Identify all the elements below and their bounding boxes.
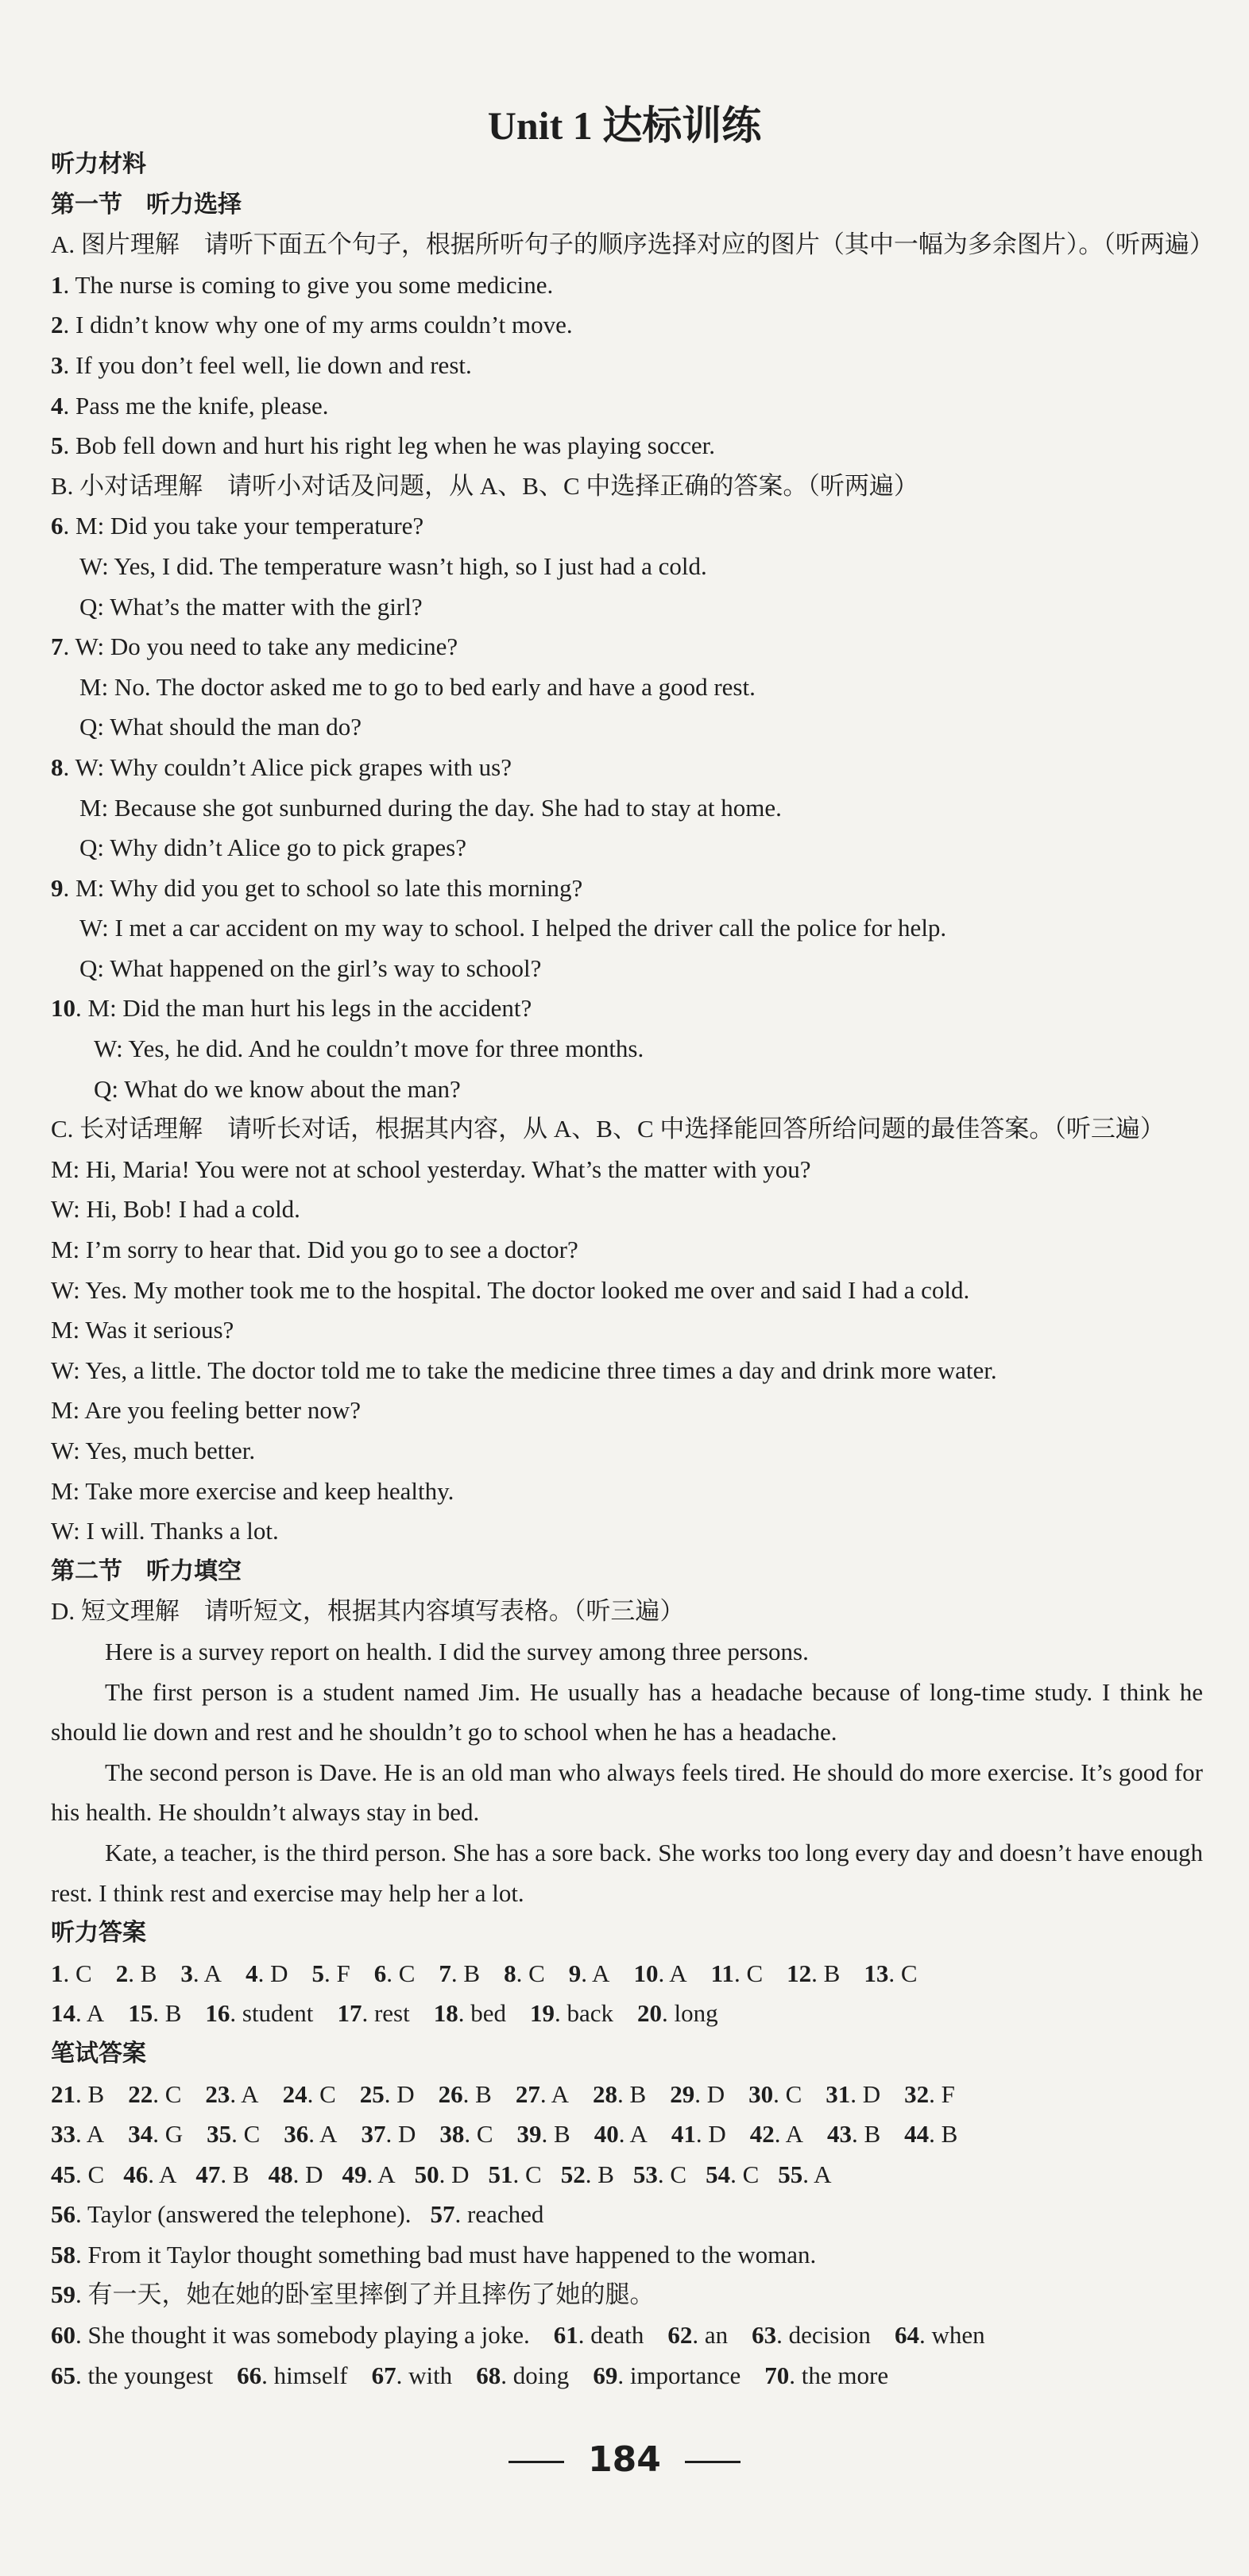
answer-value: . C bbox=[63, 1959, 92, 1987]
answer-number: 38 bbox=[439, 2120, 465, 2149]
dialog-text: . M: Did you take your temperature? bbox=[63, 512, 424, 540]
answer-item bbox=[476, 2356, 569, 2396]
answer-value: . D bbox=[385, 2120, 416, 2149]
answer-number: 69 bbox=[593, 2361, 618, 2389]
dialog-line: W: Yes, I did. The temperature wasn’t high, so I just had a cold. bbox=[79, 551, 707, 580]
answer-number: 17 bbox=[337, 1999, 362, 2028]
answer-number: 52 bbox=[560, 2160, 586, 2188]
answer-number: 35 bbox=[207, 2120, 232, 2149]
answer-item bbox=[711, 1954, 763, 1994]
answer-number: 48 bbox=[268, 2160, 293, 2188]
answer-item bbox=[439, 2075, 492, 2115]
answer-number: 54 bbox=[706, 2160, 731, 2188]
answer-number: 12 bbox=[787, 1959, 812, 1987]
answer-item bbox=[530, 1994, 613, 2034]
content bbox=[51, 145, 1214, 2396]
answer-value: . C bbox=[386, 1959, 416, 1987]
dialog-first-line bbox=[51, 868, 1203, 909]
answer-value: . C bbox=[231, 2120, 261, 2149]
item-number: 3 bbox=[51, 350, 64, 379]
answer-number: 47 bbox=[195, 2160, 221, 2188]
answer-number: 23 bbox=[205, 2079, 230, 2108]
answer-value: . with bbox=[396, 2361, 453, 2389]
answer-value: . back bbox=[554, 1999, 613, 2028]
dialog-line: W: Yes, he did. And he couldn’t move for three months. bbox=[94, 1035, 644, 1063]
answer-value: . 有一天，她在她的卧室里摔倒了并且摔伤了她的腿。 bbox=[75, 2280, 655, 2309]
answer-item bbox=[205, 2075, 258, 2115]
long-dialog-line: W: Hi, Bob! I had a cold. bbox=[51, 1195, 300, 1224]
answer-number: 57 bbox=[430, 2200, 455, 2229]
answer-item bbox=[569, 1954, 610, 1994]
answer-value: . B bbox=[75, 2079, 105, 2108]
answer-value: . C bbox=[733, 1959, 764, 1987]
answer-item bbox=[372, 2356, 453, 2396]
dash-right bbox=[685, 2461, 741, 2463]
answer-number: 30 bbox=[748, 2079, 774, 2108]
answer-value: . decision bbox=[776, 2321, 871, 2350]
answer-item bbox=[205, 1994, 313, 2034]
part-c-intro: C. 长对话理解 请听长对话，根据其内容，从 A、B、C 中选择能回答所给问题的最佳答案。（听三遍） bbox=[51, 1115, 1165, 1143]
answer-number: 58 bbox=[51, 2240, 75, 2269]
answer-value: . bed bbox=[458, 1999, 506, 2028]
answer-item bbox=[51, 2235, 816, 2276]
answer-value: . D bbox=[439, 2160, 470, 2188]
answer-item bbox=[128, 2114, 183, 2155]
answer-item bbox=[439, 2114, 493, 2155]
answer-number: 7 bbox=[439, 1959, 451, 1987]
answer-item bbox=[269, 2155, 323, 2195]
written-answers-row bbox=[51, 2315, 1203, 2356]
answer-value: . A bbox=[774, 2120, 803, 2149]
answer-item bbox=[374, 1954, 416, 1994]
answer-item bbox=[750, 2114, 803, 2155]
answer-value: . A bbox=[802, 2160, 832, 2188]
answer-value: . B bbox=[811, 1959, 841, 1987]
answer-number: 24 bbox=[282, 2079, 307, 2108]
answer-value: . B bbox=[450, 1959, 481, 1987]
answer-value: . long bbox=[662, 1999, 718, 2028]
answer-number: 41 bbox=[671, 2120, 696, 2149]
page-number-text: 184 bbox=[588, 2439, 661, 2480]
answer-number: 6 bbox=[373, 1959, 387, 1987]
answer-number: 62 bbox=[667, 2321, 693, 2350]
answer-item bbox=[51, 2275, 655, 2315]
answer-value: . A bbox=[230, 2079, 259, 2108]
answer-number: 33 bbox=[51, 2120, 75, 2149]
answer-number: 15 bbox=[128, 1999, 153, 2028]
answer-item bbox=[667, 2315, 728, 2356]
answer-item bbox=[207, 2114, 260, 2155]
answer-number: 20 bbox=[637, 1999, 662, 2028]
item-number: 2 bbox=[51, 311, 64, 339]
answer-item bbox=[51, 1994, 104, 2034]
answer-item bbox=[51, 2195, 411, 2235]
item-text: . The nurse is coming to give you some medicine. bbox=[63, 270, 554, 299]
answer-item bbox=[51, 2114, 104, 2155]
long-dialog-line: M: Are you feeling better now? bbox=[51, 1396, 361, 1425]
answer-value: . D bbox=[292, 2160, 323, 2188]
answer-item bbox=[361, 2114, 416, 2155]
answer-number: 29 bbox=[670, 2079, 695, 2108]
answer-number: 32 bbox=[904, 2079, 930, 2108]
answer-value: . A bbox=[618, 2120, 648, 2149]
answer-value: . B bbox=[585, 2160, 614, 2188]
answer-number: 34 bbox=[128, 2120, 153, 2149]
long-dialog-line: W: I will. Thanks a lot. bbox=[51, 1517, 279, 1545]
answer-number: 31 bbox=[826, 2079, 851, 2108]
answer-value: . D bbox=[850, 2079, 881, 2108]
passage-paragraph: The second person is Dave. He is an old man who always feels tired. He should do more exercise. It’s good for his health. He shouldn’t always stay in bed. bbox=[51, 1758, 1203, 1827]
dash-left bbox=[508, 2461, 564, 2463]
dialog-line: M: Because she got sunburned during the day. She had to stay at home. bbox=[79, 793, 782, 822]
item-text: . Bob fell down and hurt his right leg when he was playing soccer. bbox=[63, 431, 715, 460]
dialog-text: . M: Did the man hurt his legs in the accident? bbox=[75, 994, 532, 1023]
answer-item bbox=[778, 2155, 831, 2195]
answer-number: 64 bbox=[894, 2321, 919, 2350]
answer-value: . C bbox=[153, 2079, 182, 2108]
dialog-first-line bbox=[51, 627, 1203, 667]
answer-value: . B bbox=[153, 1999, 182, 2028]
answer-item bbox=[637, 1994, 718, 2034]
dialog-line: M: No. The doctor asked me to go to bed early and have a good rest. bbox=[79, 672, 756, 701]
answer-number: 16 bbox=[205, 1999, 230, 2028]
answer-number: 10 bbox=[633, 1959, 659, 1987]
answer-item bbox=[246, 1954, 288, 1994]
answer-value: . doing bbox=[501, 2361, 570, 2389]
answer-number: 46 bbox=[123, 2160, 149, 2188]
answer-number: 27 bbox=[515, 2079, 540, 2108]
answer-item bbox=[430, 2195, 543, 2235]
listening-answers-heading: 听力答案 bbox=[51, 1919, 146, 1947]
dialog-line: Q: Why didn’t Alice go to pick grapes? bbox=[79, 834, 467, 862]
passage-paragraph: Here is a survey report on health. I did the survey among three persons. bbox=[105, 1637, 809, 1665]
answer-value: . B bbox=[128, 1959, 157, 1987]
dialog-line: Q: What do we know about the man? bbox=[94, 1074, 461, 1103]
item-text: . Pass me the knife, please. bbox=[63, 391, 329, 420]
listening-answers-row bbox=[51, 1954, 1203, 1994]
long-dialog-line: M: Was it serious? bbox=[51, 1316, 234, 1344]
answer-value: . G bbox=[153, 2120, 184, 2149]
answer-item bbox=[904, 2075, 955, 2115]
sentence-item bbox=[51, 386, 1203, 427]
answer-item bbox=[671, 2114, 726, 2155]
listening-material-heading: 听力材料 bbox=[51, 150, 146, 178]
long-dialog-line: W: Yes. My mother took me to the hospital. The doctor looked me over and said I had a cold. bbox=[51, 1275, 970, 1304]
answer-number: 61 bbox=[553, 2321, 578, 2350]
answer-number: 4 bbox=[246, 1959, 258, 1987]
answer-item bbox=[904, 2114, 957, 2155]
answer-item bbox=[752, 2315, 871, 2356]
answer-item bbox=[489, 2155, 542, 2195]
answer-number: 21 bbox=[51, 2079, 75, 2108]
written-answers-row bbox=[51, 2356, 1203, 2396]
answer-item bbox=[633, 1954, 686, 1994]
answer-item bbox=[764, 2356, 888, 2396]
long-dialog-line: W: Yes, a little. The doctor told me to take the medicine three times a day and drink more water. bbox=[51, 1356, 997, 1384]
answer-number: 43 bbox=[826, 2120, 852, 2149]
item-text: . If you don’t feel well, lie down and rest. bbox=[63, 350, 472, 379]
answer-value: . D bbox=[694, 2079, 725, 2108]
dialog-line: Q: What’s the matter with the girl? bbox=[79, 592, 423, 621]
part-d-intro: D. 短文理解 请听短文，根据其内容填写表格。（听三遍） bbox=[51, 1597, 685, 1626]
answer-value: . C bbox=[512, 2160, 542, 2188]
answer-value: . D bbox=[257, 1959, 288, 1987]
answer-item bbox=[748, 2075, 802, 2115]
answer-item bbox=[51, 2315, 530, 2356]
answer-item bbox=[864, 1954, 917, 1994]
answer-item bbox=[434, 1994, 506, 2034]
page-number bbox=[0, 2439, 1249, 2480]
part-d-passage bbox=[51, 1632, 1203, 1913]
written-answers-row bbox=[51, 2075, 1203, 2115]
part-b-intro: B. 小对话理解 请听小对话及问题，从 A、B、C 中选择正确的答案。（听两遍） bbox=[51, 471, 918, 500]
answer-number: 14 bbox=[51, 1999, 75, 2028]
answer-number: 40 bbox=[594, 2120, 619, 2149]
item-number: 5 bbox=[51, 431, 64, 460]
answer-value: . A bbox=[581, 1959, 610, 1987]
part-a-intro: A. 图片理解 请听下面五个句子，根据所听句子的顺序选择对应的图片（其中一幅为多余图片）。（听两遍） bbox=[51, 230, 1214, 259]
answer-number: 8 bbox=[504, 1959, 516, 1987]
answer-number: 9 bbox=[568, 1959, 582, 1987]
answer-item bbox=[895, 2315, 985, 2356]
answer-number: 25 bbox=[359, 2079, 385, 2108]
answer-item bbox=[342, 2155, 395, 2195]
answer-value: . the youngest bbox=[75, 2361, 214, 2389]
dialog-number: 9 bbox=[51, 873, 64, 902]
dialog-line: W: I met a car accident on my way to school. I helped the driver call the police for help. bbox=[79, 914, 947, 942]
answer-value: . A bbox=[539, 2079, 570, 2108]
answer-item bbox=[128, 1994, 181, 2034]
answer-number: 37 bbox=[361, 2120, 386, 2149]
answer-value: . A bbox=[75, 2120, 105, 2149]
answer-number: 2 bbox=[115, 1959, 129, 1987]
answer-number: 68 bbox=[476, 2361, 501, 2389]
answer-value: . B bbox=[617, 2079, 647, 2108]
answer-item bbox=[51, 1954, 92, 1994]
dialog-first-line bbox=[51, 506, 1203, 547]
answer-number: 18 bbox=[433, 1999, 458, 2028]
answer-value: . the more bbox=[789, 2361, 889, 2389]
dialog-number: 10 bbox=[51, 994, 75, 1023]
answer-number: 49 bbox=[342, 2160, 367, 2188]
long-dialog-line: M: I’m sorry to hear that. Did you go to see a doctor? bbox=[51, 1236, 578, 1264]
answer-value: . C bbox=[730, 2160, 760, 2188]
answer-item bbox=[561, 2155, 614, 2195]
answer-value: . C bbox=[464, 2120, 493, 2149]
long-dialog-line: W: Yes, much better. bbox=[51, 1437, 256, 1464]
part-c-dialog bbox=[51, 1150, 1203, 1552]
section1-heading: 第一节 听力选择 bbox=[51, 190, 242, 219]
answer-number: 22 bbox=[128, 2079, 153, 2108]
answer-item bbox=[128, 2075, 181, 2115]
answer-value: . when bbox=[918, 2321, 985, 2350]
answer-item bbox=[283, 2075, 336, 2115]
answer-value: . himself bbox=[261, 2361, 348, 2389]
answer-value: . student bbox=[230, 1999, 314, 2028]
answer-number: 13 bbox=[864, 1959, 889, 1987]
answer-number: 44 bbox=[904, 2120, 930, 2149]
answer-value: . B bbox=[851, 2120, 881, 2149]
answer-item bbox=[593, 2356, 741, 2396]
answer-value: . C bbox=[888, 1959, 918, 1987]
dialog-number: 6 bbox=[51, 512, 64, 540]
answer-item bbox=[360, 2075, 415, 2115]
answer-item bbox=[195, 2155, 249, 2195]
answer-value: . F bbox=[323, 1959, 350, 1987]
dialog-line: Q: What happened on the girl’s way to school? bbox=[79, 953, 542, 982]
answer-number: 3 bbox=[180, 1959, 193, 1987]
answer-item bbox=[517, 2114, 570, 2155]
answer-number: 39 bbox=[516, 2120, 542, 2149]
answer-value: . B bbox=[929, 2120, 958, 2149]
item-number: 1 bbox=[51, 270, 64, 299]
answer-number: 60 bbox=[51, 2321, 75, 2350]
answer-number: 63 bbox=[752, 2321, 777, 2350]
answer-value: . C bbox=[75, 2160, 105, 2188]
part-b-dialogs bbox=[51, 506, 1203, 1109]
answer-value: . an bbox=[692, 2321, 729, 2350]
answer-item bbox=[593, 2075, 646, 2115]
passage-paragraph: The first person is a student named Jim. He usually has a headache because of long-time study. I think he should lie down and rest and he shouldn’t go to school when he has a headache. bbox=[51, 1677, 1203, 1746]
long-dialog-line: M: Hi, Maria! You were not at school yesterday. What’s the matter with you? bbox=[51, 1155, 811, 1183]
part-a-items bbox=[51, 265, 1203, 466]
answer-item bbox=[827, 2114, 880, 2155]
answer-value: . B bbox=[541, 2120, 570, 2149]
dialog-text: . W: Why couldn’t Alice pick grapes with us? bbox=[63, 752, 512, 781]
answer-item bbox=[706, 2155, 759, 2195]
answer-value: . A bbox=[75, 1999, 105, 2028]
passage-paragraph: Kate, a teacher, is the third person. She has a sore back. She works too long every day and doesn’t have enough rest. I think rest and exercise may help her a lot. bbox=[51, 1838, 1203, 1907]
answer-number: 45 bbox=[51, 2160, 75, 2188]
answer-number: 11 bbox=[710, 1959, 734, 1987]
item-text: . I didn’t know why one of my arms couldn’t move. bbox=[63, 311, 573, 339]
item-number: 4 bbox=[51, 391, 64, 420]
answer-item bbox=[787, 1954, 840, 1994]
answer-number: 51 bbox=[488, 2160, 513, 2188]
written-answers-row bbox=[51, 2155, 1203, 2315]
section2-heading: 第二节 听力填空 bbox=[51, 1557, 242, 1585]
dialog-first-line bbox=[51, 988, 1203, 1029]
answer-number: 70 bbox=[764, 2361, 790, 2389]
answer-number: 59 bbox=[51, 2280, 75, 2309]
answer-item bbox=[51, 2356, 213, 2396]
answer-item bbox=[504, 1954, 545, 1994]
sentence-item bbox=[51, 346, 1203, 386]
answer-item bbox=[415, 2155, 470, 2195]
answer-number: 42 bbox=[749, 2120, 775, 2149]
dialog-text: . M: Why did you get to school so late this morning? bbox=[63, 873, 583, 902]
answer-value: . rest bbox=[362, 1999, 410, 2028]
answer-value: . A bbox=[366, 2160, 396, 2188]
answer-value: . A bbox=[192, 1959, 222, 1987]
answer-value: . C bbox=[307, 2079, 336, 2108]
answer-value: . C bbox=[773, 2079, 802, 2108]
answer-number: 1 bbox=[51, 1959, 64, 1987]
dialog-text: . W: Do you need to take any medicine? bbox=[63, 632, 458, 661]
answer-item bbox=[554, 2315, 644, 2356]
answer-value: . She thought it was somebody playing a joke. bbox=[75, 2321, 530, 2350]
answer-item bbox=[284, 2114, 337, 2155]
answer-number: 56 bbox=[51, 2200, 75, 2229]
answer-item bbox=[123, 2155, 176, 2195]
answer-item bbox=[516, 2075, 569, 2115]
sentence-item bbox=[51, 305, 1203, 346]
answer-item bbox=[180, 1954, 222, 1994]
answer-number: 67 bbox=[371, 2361, 396, 2389]
dialog-number: 8 bbox=[51, 752, 64, 781]
written-answers-row bbox=[51, 2114, 1203, 2155]
written-answers-heading: 笔试答案 bbox=[51, 2039, 146, 2067]
answer-item bbox=[594, 2114, 648, 2155]
answer-value: . C bbox=[657, 2160, 687, 2188]
answer-value: . B bbox=[462, 2079, 492, 2108]
answer-value: . C bbox=[516, 1959, 545, 1987]
answer-item bbox=[670, 2075, 725, 2115]
answer-item bbox=[826, 2075, 880, 2115]
dialog-line: Q: What should the man do? bbox=[79, 713, 362, 741]
answer-item bbox=[633, 2155, 686, 2195]
answer-item bbox=[51, 2075, 104, 2115]
answer-item bbox=[51, 2155, 104, 2195]
answer-item bbox=[237, 2356, 348, 2396]
answer-item bbox=[337, 1994, 409, 2034]
answer-value: . importance bbox=[617, 2361, 741, 2389]
answer-value: . B bbox=[220, 2160, 249, 2188]
answer-number: 65 bbox=[51, 2361, 75, 2389]
page-title: Unit 1 达标训练 bbox=[487, 103, 762, 148]
answer-value: . reached bbox=[454, 2200, 544, 2229]
answer-number: 50 bbox=[414, 2160, 439, 2188]
answer-item bbox=[439, 1954, 480, 1994]
dialog-number: 7 bbox=[51, 632, 64, 661]
answer-value: . From it Taylor thought something bad must have happened to the woman. bbox=[75, 2240, 817, 2269]
answer-value: . Taylor (answered the telephone). bbox=[75, 2200, 412, 2229]
answer-number: 26 bbox=[438, 2079, 463, 2108]
answer-value: . D bbox=[384, 2079, 415, 2108]
answer-number: 55 bbox=[778, 2160, 803, 2188]
answer-number: 53 bbox=[632, 2160, 658, 2188]
answer-item bbox=[116, 1954, 157, 1994]
sentence-item bbox=[51, 426, 1203, 466]
answer-value: . death bbox=[578, 2321, 644, 2350]
answer-number: 66 bbox=[237, 2361, 262, 2389]
answer-number: 28 bbox=[593, 2079, 618, 2108]
long-dialog-line: M: Take more exercise and keep healthy. bbox=[51, 1476, 454, 1505]
answer-value: . A bbox=[308, 2120, 338, 2149]
sentence-item bbox=[51, 265, 1203, 306]
answer-value: . A bbox=[148, 2160, 177, 2188]
listening-answers-row bbox=[51, 1994, 1203, 2034]
answer-value: . F bbox=[929, 2079, 955, 2108]
answer-value: . D bbox=[695, 2120, 726, 2149]
answer-number: 5 bbox=[311, 1959, 324, 1987]
answer-number: 36 bbox=[284, 2120, 309, 2149]
dialog-first-line bbox=[51, 748, 1203, 788]
answer-item bbox=[311, 1954, 350, 1994]
answer-value: . A bbox=[658, 1959, 687, 1987]
answer-number: 19 bbox=[529, 1999, 555, 2028]
